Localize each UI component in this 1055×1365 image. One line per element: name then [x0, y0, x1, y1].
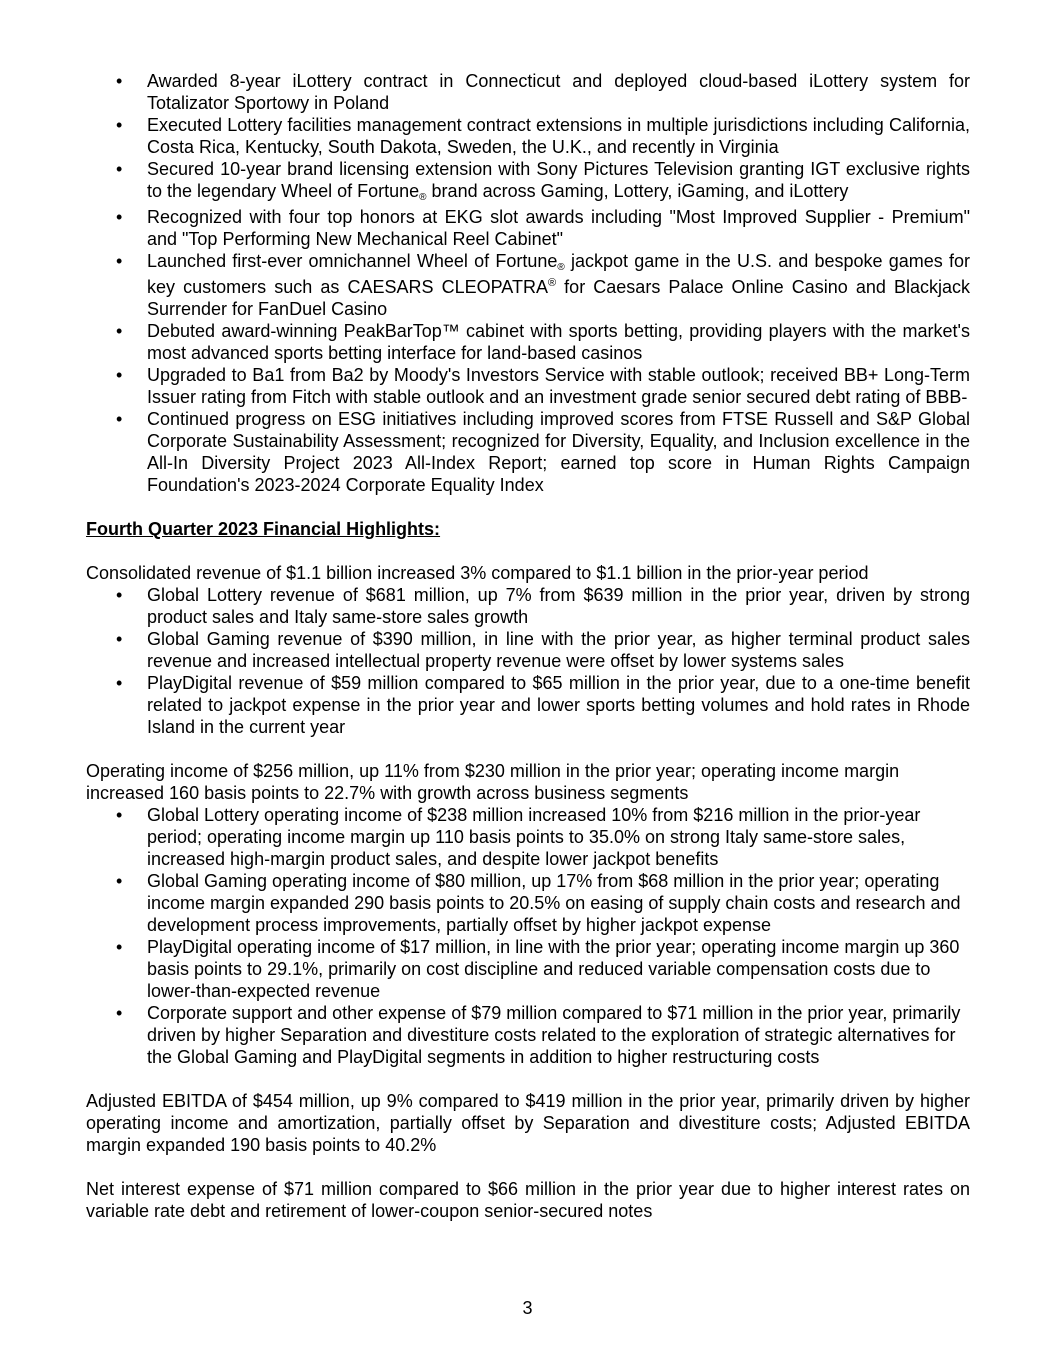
bullet: •: [116, 321, 123, 341]
list-item: • Debuted award-winning PeakBarTop™ cabinet with sports betting, providing players with the market's most advanced sports betting interface for land-based casinos: [116, 321, 970, 363]
bullet: •: [116, 159, 123, 179]
highlights-list: [86, 70, 970, 496]
list-item: • Launched first-ever omnichannel Wheel of Fortune® jackpot game in the U.S. and bespoke games for key customers such as CAESARS CLEOPATRA® for Caesars Palace Online Casino and Blackjack Surrender for FanDuel Casino: [116, 251, 970, 319]
section-heading: Fourth Quarter 2023 Financial Highlights:: [86, 519, 441, 539]
list-item: • Corporate support and other expense of $79 million compared to $71 million in the prior year, primarily driven by higher Separation and divestiture costs related to the exploration of strategic alternatives for the Global Gaming and PlayDigital segments in addition to higher restructuring costs: [116, 1003, 961, 1067]
registered-mark: ®: [419, 192, 427, 203]
operating-list: [86, 804, 970, 1068]
bullet: •: [116, 115, 123, 135]
interest-paragraph: Net interest expense of $71 million compared to $66 million in the prior year due to higher interest rates on variable rate debt and retirement of lower-coupon senior-secured notes: [86, 1179, 970, 1221]
bullet: •: [116, 251, 123, 271]
list-item: • PlayDigital operating income of $17 million, in line with the prior year; operating income margin up 360 basis points to 29.1%, primarily on cost discipline and reduced variable compensation costs due to lower-than-expected revenue: [116, 937, 960, 1001]
bullet: •: [116, 629, 123, 649]
list-item: • Global Lottery revenue of $681 million, up 7% from $639 million in the prior year, driven by strong product sales and Italy same-store sales growth: [116, 585, 970, 627]
list-item: • Global Lottery operating income of $238 million increased 10% from $216 million in the prior-year period; operating income margin up 110 basis points to 35.0% on strong Italy same-store sales, increased high-margin product sales, and despite lower jackpot benefits: [116, 805, 921, 869]
revenue-intro: Consolidated revenue of $1.1 billion increased 3% compared to $1.1 billion in the prior-year period: [86, 563, 869, 583]
list-item: • Upgraded to Ba1 from Ba2 by Moody's Investors Service with stable outlook; received BB+ Long-Term Issuer rating from Fitch with stable outlook and an investment grade senior secured debt rating of BBB-: [116, 365, 970, 407]
list-item: • Secured 10-year brand licensing extension with Sony Pictures Television granting IGT exclusive rights to the legendary Wheel of Fortune® brand across Gaming, Lottery, iGaming, and iLottery: [116, 159, 970, 203]
list-item: • Global Gaming revenue of $390 million, in line with the prior year, as higher terminal product sales revenue and increased intellectual property revenue were offset by lower systems sales: [116, 629, 970, 671]
bullet: •: [116, 585, 123, 605]
bullet: •: [116, 1003, 123, 1023]
bullet: •: [116, 409, 123, 429]
bullet: •: [116, 673, 123, 693]
revenue-list: [86, 584, 970, 738]
list-item: • Global Gaming operating income of $80 million, up 17% from $68 million in the prior year; operating income margin expanded 290 basis points to 20.5% on easing of supply chain costs and research and development process improvements, partially offset by higher jackpot expense: [116, 871, 961, 935]
bullet: •: [116, 207, 123, 227]
document-page: [86, 70, 970, 1222]
bullet: •: [116, 871, 123, 891]
registered-mark: ®: [557, 262, 565, 273]
ebitda-paragraph: Adjusted EBITDA of $454 million, up 9% compared to $419 million in the prior year, primarily driven by higher operating income and amortization, partially offset by Separation and divestiture costs; Adjusted EBITDA margin expanded 190 basis points to 40.2%: [86, 1091, 970, 1155]
list-item: • Continued progress on ESG initiatives including improved scores from FTSE Russell and S&P Global Corporate Sustainability Assessment; recognized for Diversity, Equality, and Inclusion excellence in the All-In Diversity Project 2023 All-Index Report; earned top score in Human Rights Campaign Foundation's 2023-2024 Corporate Equality Index: [116, 409, 970, 495]
list-item: • Executed Lottery facilities management contract extensions in multiple jurisdictions including California, Costa Rica, Kentucky, South Dakota, Sweden, the U.K., and recently in Virginia: [116, 115, 970, 157]
list-item: • Recognized with four top honors at EKG slot awards including "Most Improved Supplier - Premium" and "Top Performing New Mechanical Reel Cabinet": [116, 207, 970, 249]
operating-intro: Operating income of $256 million, up 11% from $230 million in the prior year; operating income margin increased 160 basis points to 22.7% with growth across business segments: [86, 761, 900, 803]
registered-mark: ®: [547, 277, 557, 289]
bullet: •: [116, 71, 123, 91]
list-item: • PlayDigital revenue of $59 million compared to $65 million in the prior year, due to a one-time benefit related to jackpot expense in the prior year and lower sports betting volumes and hold rates in Rhode Island in the current year: [116, 673, 970, 737]
list-item: • Awarded 8-year iLottery contract in Connecticut and deployed cloud-based iLottery system for Totalizator Sportowy in Poland: [116, 71, 970, 113]
bullet: •: [116, 365, 123, 385]
page-number: 3: [522, 1298, 533, 1318]
bullet: •: [116, 937, 123, 957]
bullet: •: [116, 805, 123, 825]
